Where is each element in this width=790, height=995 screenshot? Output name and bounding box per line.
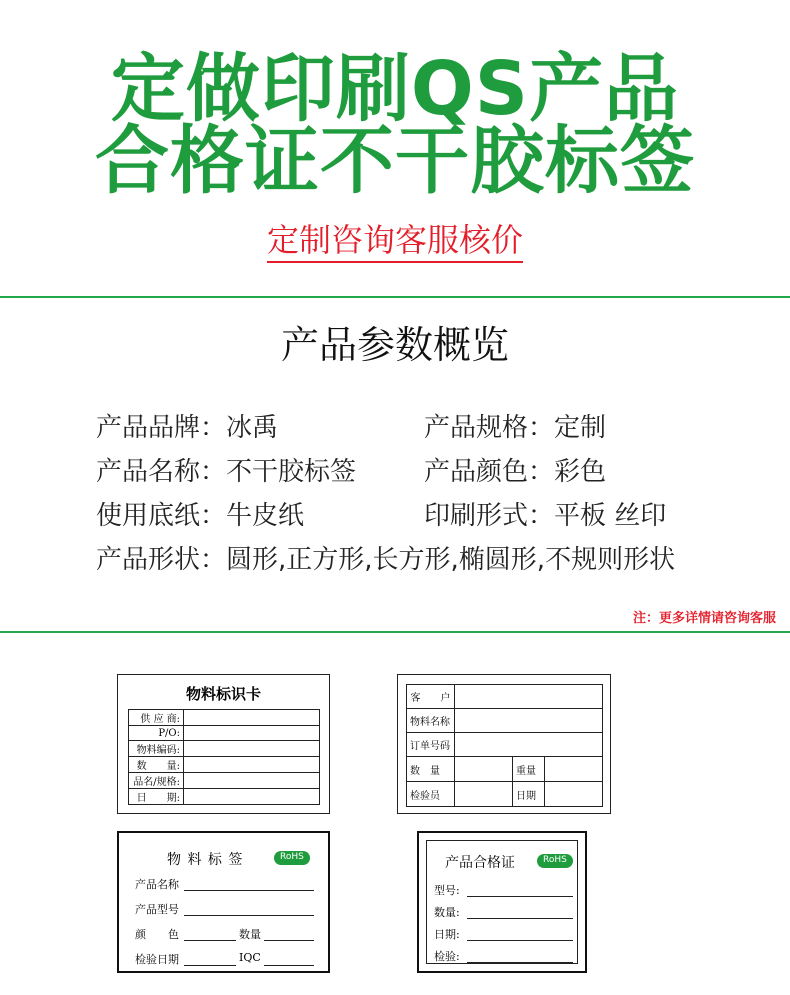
overview-title: 产品参数概览 xyxy=(280,323,509,367)
banner-title-line2: 合格证不干胶标签 xyxy=(95,118,695,204)
field-label: 检验日期 xyxy=(135,953,179,966)
param-key: 使用底纸： xyxy=(96,501,227,531)
table-cell: 客 户 xyxy=(407,685,455,709)
field-line xyxy=(184,940,236,941)
table-cell: 重量 xyxy=(513,757,545,782)
field-label: 数量: xyxy=(434,906,460,919)
param-value: 不干胶标签 xyxy=(226,457,357,487)
table-cell: 数 量 xyxy=(407,757,455,782)
param-key: 印刷形式： xyxy=(424,501,555,531)
note-text: 注：更多详情请咨询客服 xyxy=(632,611,776,626)
field-line xyxy=(264,940,314,941)
param-brand xyxy=(96,413,278,444)
table-cell xyxy=(184,741,320,757)
param-value: 定制 xyxy=(554,413,607,443)
param-value: 平板 丝印 xyxy=(554,501,667,531)
table-cell: 品名/规格: xyxy=(129,773,184,789)
table-cell: 检验员 xyxy=(407,782,455,807)
table-cell xyxy=(184,726,320,741)
param-value: 冰禹 xyxy=(226,413,279,443)
field-label: IQC xyxy=(239,951,261,964)
table-cell: 订单号码 xyxy=(407,733,455,757)
table-cell xyxy=(455,782,513,807)
banner-subtitle[interactable] xyxy=(0,221,790,259)
field-line xyxy=(264,965,314,966)
sample-card-customer xyxy=(397,674,611,814)
table-cell xyxy=(184,710,320,726)
table-cell: 物料名称 xyxy=(407,709,455,733)
divider-top xyxy=(0,296,790,298)
table-cell: 日期 xyxy=(513,782,545,807)
sample-card-material-id xyxy=(117,674,330,814)
consult-link[interactable]: 定制咨询客服核价 xyxy=(267,221,523,263)
field-line xyxy=(467,918,573,919)
field-line xyxy=(184,915,314,916)
param-shape xyxy=(96,545,675,576)
sample-card-material-label xyxy=(117,831,330,973)
card-table xyxy=(406,684,603,807)
param-key: 产品品牌： xyxy=(96,413,227,443)
table-cell xyxy=(455,757,513,782)
param-key: 产品形状： xyxy=(96,545,227,575)
param-value: 牛皮纸 xyxy=(226,501,305,531)
table-cell: 数 量: xyxy=(129,757,184,773)
rohs-badge: RoHS xyxy=(537,854,573,868)
table-cell xyxy=(184,789,320,805)
table-cell xyxy=(455,733,603,757)
card-title: 产品合格证 xyxy=(445,855,515,871)
param-key: 产品名称： xyxy=(96,457,227,487)
table-cell xyxy=(184,757,320,773)
field-label: 颜 色 xyxy=(135,928,179,941)
table-cell xyxy=(455,709,603,733)
param-name xyxy=(96,457,356,488)
param-color xyxy=(424,457,606,488)
param-key: 产品规格： xyxy=(424,413,555,443)
field-label: 数量 xyxy=(239,928,261,941)
field-line xyxy=(184,965,236,966)
field-label: 型号: xyxy=(434,884,460,897)
rohs-badge: RoHS xyxy=(274,851,310,865)
table-cell xyxy=(184,773,320,789)
param-key: 产品颜色： xyxy=(424,457,555,487)
field-label: 检验: xyxy=(434,950,460,963)
divider-bottom xyxy=(0,631,790,633)
field-line xyxy=(467,962,573,963)
field-line xyxy=(467,940,573,941)
table-cell: P/O: xyxy=(129,726,184,741)
banner-title-line1: 定做印刷QS产品 xyxy=(110,46,680,132)
param-value: 彩色 xyxy=(554,457,607,487)
table-cell xyxy=(545,782,603,807)
param-value: 圆形,正方形,长方形,椭圆形,不规则形状 xyxy=(226,545,676,575)
table-cell xyxy=(545,757,603,782)
field-line xyxy=(184,890,314,891)
field-label: 产品名称 xyxy=(135,878,179,891)
param-paper xyxy=(96,501,304,532)
table-cell: 供 应 商: xyxy=(129,710,184,726)
table-cell: 日 期: xyxy=(129,789,184,805)
param-print xyxy=(424,501,666,532)
param-spec xyxy=(424,413,606,444)
field-line xyxy=(467,896,573,897)
field-label: 日期: xyxy=(434,928,460,941)
table-cell xyxy=(455,685,603,709)
table-cell: 物料编码: xyxy=(129,741,184,757)
card-table xyxy=(128,709,320,805)
sample-card-certificate xyxy=(417,831,587,973)
card-title: 物 料 标 签 xyxy=(167,852,244,868)
field-label: 产品型号 xyxy=(135,903,179,916)
card-title: 物料标识卡 xyxy=(185,685,261,703)
